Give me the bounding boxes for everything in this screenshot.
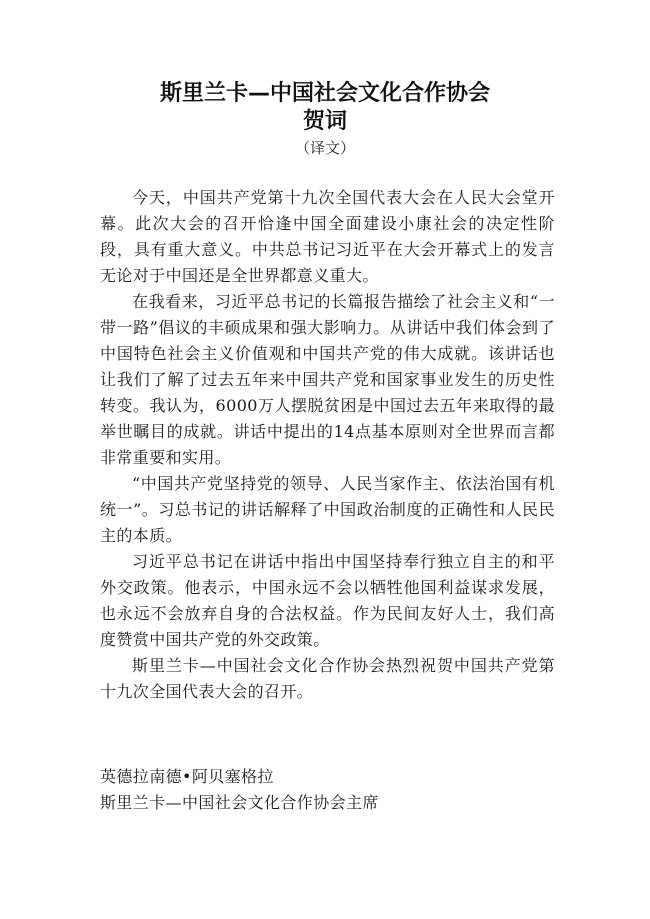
paragraph-3: “中国共产党坚持党的领导、人民当家作主、依法治国有机统一”。习总书记的讲话解释了中国政治制度的正确性和人民民主的本质。 (100, 474, 555, 545)
paragraph-1: 今天，中国共产党第十九次全国代表大会在人民大会堂开幕。此次大会的召开恰逢中国全面建设小康社会的决定性阶段，具有重大意义。中共总书记习近平在大会开幕式上的发言无论对于中国还是全世界都意义重大。 (100, 188, 555, 285)
translation-note: （译文） (294, 139, 355, 157)
paragraph-2: 在我看来，习近平总书记的长篇报告描绘了社会主义和“一带一路”倡议的丰硕成果和强大影响力。从讲话中我们体会到了中国特色社会主义价值观和中国共产党的伟大成就。该讲话也让我们了解了过去五年来中国共产党和国家事业发生的历史性转变。我认为，6000万人摆脱贫困是中国过去五年来取得的最举世瞩目的成就。讲话中提出的14点基本原则对全世界而言都非常重要和实用。 (100, 292, 555, 467)
document-title: 斯里兰卡—中国社会文化合作协会 (159, 81, 490, 106)
signature-title: 斯里兰卡—中国社会文化合作协会主席 (100, 793, 379, 812)
paragraph-4: 习近平总书记在讲话中指出中国坚持奉行独立自主的和平外交政策。他表示，中国永远不会以牺牲他国利益谋求发展，也永远不会放弃自身的合法权益。作为民间友好人士，我们高度赞赏中国共产党的外交政策。 (100, 552, 555, 649)
signature-name: 英德拉南德•阿贝塞格拉 (100, 767, 274, 786)
document-body (100, 185, 555, 705)
document-title-secondary: 贺词 (302, 109, 347, 134)
paragraph-5: 斯里兰卡—中国社会文化合作协会热烈祝贺中国共产党第十九次全国代表大会的召开。 (100, 656, 555, 701)
